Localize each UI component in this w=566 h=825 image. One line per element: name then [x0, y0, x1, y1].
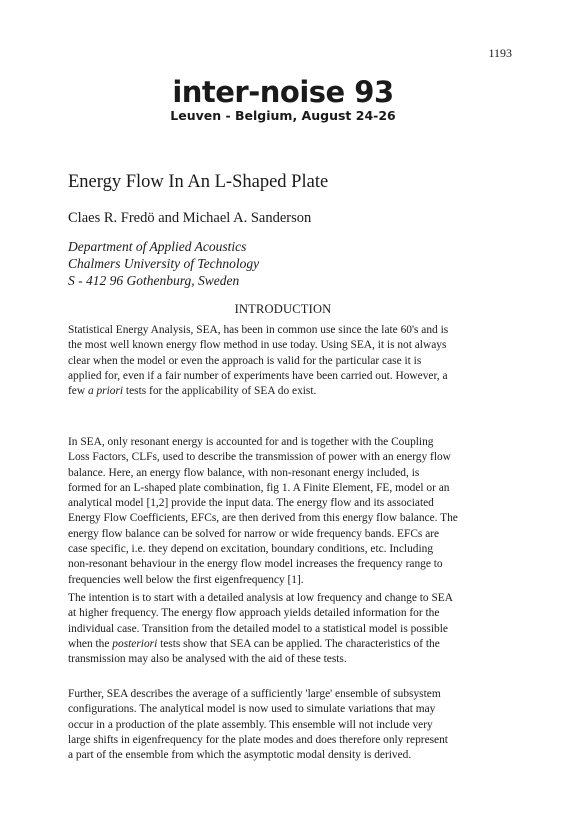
paragraph-line: occur in a production of the plate assembly. This ensemble will not include very	[68, 718, 433, 731]
paragraph	[68, 591, 516, 667]
paragraph-line: Statistical Energy Analysis, SEA, has been in common use since the late 60's and is	[68, 324, 449, 336]
paragraph-line: Loss Factors, CLFs, used to describe the transmission of power with an energy flow	[68, 451, 451, 464]
affiliation-university: Chalmers University of Technology	[68, 256, 260, 271]
paragraph-line: In SEA, only resonant energy is accounted for and is together with the Coupling	[68, 436, 434, 448]
page-number: 1193	[488, 46, 512, 60]
section-heading: INTRODUCTION	[234, 302, 332, 316]
paragraph-line: analytical model [1,2] provide the input data. The energy flow and its associated	[68, 497, 434, 510]
paragraph-line: The intention is to start with a detailed analysis at low frequency and change to SEA	[68, 592, 453, 604]
affiliation-address: S - 412 96 Gothenburg, Sweden	[68, 273, 240, 288]
paragraph-line: non-resonant behaviour in the energy flow model increases the frequency range to	[68, 558, 443, 571]
paragraph-line: Energy Flow Coefficients, EFCs, are then derived from this energy flow balance. The	[68, 512, 458, 525]
affiliation-block	[68, 238, 259, 289]
paragraph-line: configurations. The analytical model is now used to simulate variations that may	[68, 703, 436, 716]
paragraph-line: the most well known energy flow method in use today. Using SEA, it is not always	[68, 339, 447, 352]
paragraph-line: large shifts in eigenfrequency for the plate modes and does therefore only represent	[68, 733, 448, 746]
paragraph-line: formed for an L-shaped plate combination, fig 1. A Finite Element, FE, model or an	[68, 481, 450, 494]
paragraph-line: individual case. Transition from the detailed model to a statistical model is possible	[68, 622, 448, 635]
paragraph-line: clear when the model or even the approach is valid for the particular case it is	[68, 354, 422, 367]
paragraph-line: few a priori tests for the applicability of SEA do exist.	[68, 385, 317, 398]
affiliation-department: Department of Applied Acoustics	[68, 239, 247, 254]
paragraph-line: balance. Here, an energy flow balance, with non-resonant energy included, is	[68, 466, 420, 479]
paragraph-line: at higher frequency. The energy flow approach yields detailed information for the	[68, 607, 440, 620]
paragraph-line: transmission may also be analysed with the aid of these tests.	[68, 653, 347, 666]
paragraph	[68, 687, 516, 763]
paragraph-line: energy flow balance can be solved for narrow or wide frequency bands. EFCs are	[68, 527, 440, 540]
conference-location-dates: Leuven - Belgium, August 24-26	[170, 108, 396, 123]
paragraph	[68, 435, 516, 588]
paper-authors: Claes R. Fredö and Michael A. Sanderson	[68, 210, 312, 226]
paragraph-line: Further, SEA describes the average of a sufficiently 'large' ensemble of subsystem	[68, 688, 441, 700]
paragraph-line: when the posteriori tests show that SEA can be applied. The characteristics of the	[68, 637, 440, 650]
paragraph	[68, 323, 516, 399]
conference-logo-text: inter-noise 93	[172, 75, 394, 109]
paragraph-line: case specific, i.e. they depend on excitation, boundary conditions, etc. Including	[68, 543, 434, 556]
paragraph-line: applied for, even if a fair number of experiments have been carried out. However, a	[68, 369, 448, 382]
paragraph-line: a part of the ensemble from which the asymptotic modal density is derived.	[68, 749, 412, 762]
paper-title: Energy Flow In An L-Shaped Plate	[68, 172, 329, 192]
conference-logo	[0, 76, 566, 124]
paragraph-line: frequencies well below the first eigenfrequency [1].	[68, 573, 304, 586]
